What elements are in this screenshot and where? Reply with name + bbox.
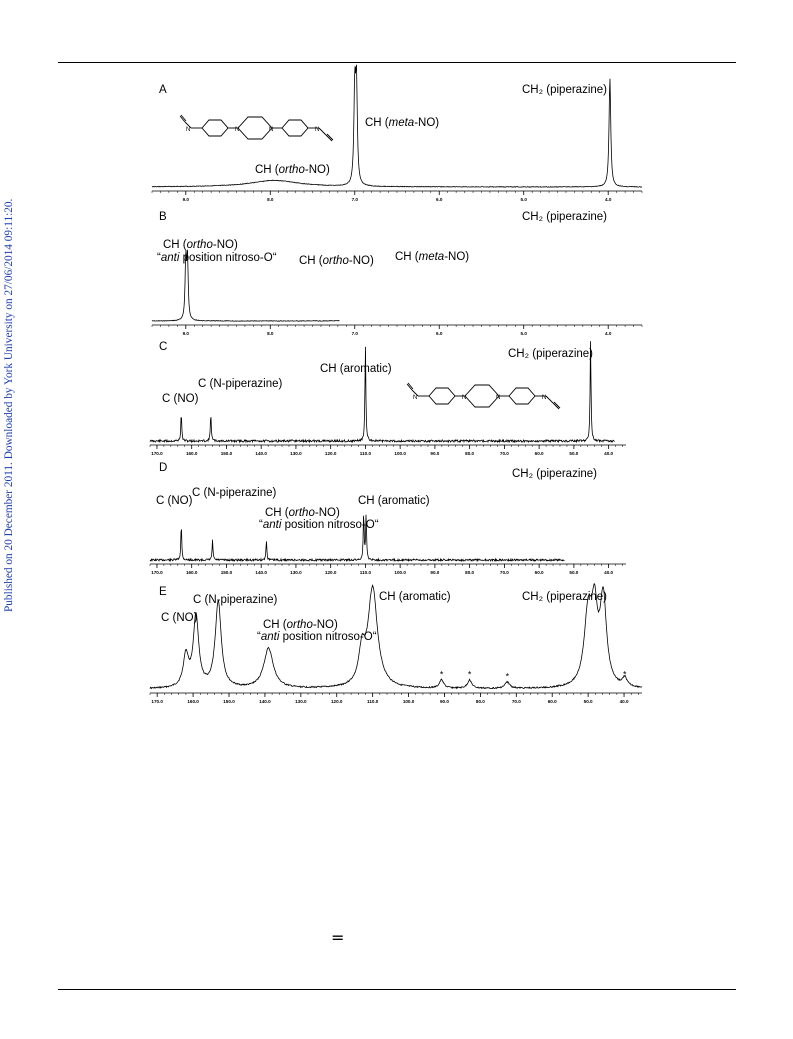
label-part: “: [259, 519, 263, 531]
tick-label: 160.0: [187, 699, 199, 704]
tick-label: 90.0: [440, 699, 449, 704]
label-ortho-no: [299, 255, 374, 268]
spectrum-panel-e: [150, 584, 645, 709]
tick-label: 5.0: [520, 331, 527, 336]
panel-letter: C: [159, 341, 168, 353]
label-part: anti: [262, 519, 282, 531]
spinning-sideband-marker: *: [467, 669, 472, 680]
svg-text:N: N: [496, 395, 501, 401]
label-ch2-piperazine: CH₂ (piperazine): [512, 468, 597, 480]
tick-label: 170.0: [151, 570, 163, 575]
publication-sidebar: [3, 198, 23, 632]
label-part: anti: [260, 631, 280, 643]
panel-letter: E: [159, 586, 167, 598]
tick-label: 5.0: [520, 197, 527, 202]
svg-text:N: N: [235, 127, 240, 133]
label-part: CH (: [263, 619, 287, 631]
structure-icon: [403, 378, 593, 422]
svg-text:N: N: [315, 127, 320, 133]
label-ch2-piperazine: CH₂ (piperazine): [522, 211, 607, 223]
tick-label: 110.0: [367, 699, 379, 704]
tick-label: 170.0: [151, 699, 163, 704]
label-part: CH (: [365, 117, 389, 129]
tick-label: 50.0: [569, 570, 579, 575]
label-c-no: C (NO): [156, 495, 193, 507]
tick-label: 9.0: [182, 197, 189, 202]
spectrum-panel-d: [150, 460, 645, 584]
spinning-sideband-marker: *: [439, 669, 444, 680]
label-part: CH (: [255, 164, 279, 176]
label-ch-aromatic: CH (aromatic): [320, 363, 392, 375]
label-ortho-no: [255, 164, 330, 177]
tick-label: 160.0: [185, 570, 198, 575]
spectrum-panel-b: [150, 209, 645, 337]
svg-text:N: N: [413, 395, 418, 401]
label-part: position nitroso-O“: [279, 631, 377, 643]
label-meta-no: [365, 117, 439, 130]
panel-letter: A: [159, 84, 167, 96]
label-c-n-piperazine: C (N-piperazine): [198, 378, 283, 390]
tick-label: 130.0: [290, 451, 302, 456]
tick-label: 40.0: [604, 570, 614, 575]
tick-label: 8.0: [267, 331, 274, 336]
label-part: CH (: [299, 255, 323, 267]
tick-label: 4.0: [605, 331, 612, 336]
label-ortho-no-anti: [163, 239, 238, 252]
tick-label: 130.0: [290, 570, 302, 575]
label-ch2-piperazine: CH₂ (piperazine): [508, 348, 593, 360]
tick-label: 9.0: [182, 331, 189, 336]
tick-label: 150.0: [223, 699, 235, 704]
svg-text:N: N: [542, 395, 547, 401]
tick-label: 7.0: [351, 331, 358, 336]
tick-label: 90.0: [430, 451, 440, 456]
label-c-no: C (NO): [162, 393, 199, 405]
spinning-sideband-marker: *: [623, 669, 627, 680]
label-ch2-piperazine: CH₂ (piperazine): [522, 591, 607, 603]
label-part: -NO): [444, 251, 470, 263]
tick-label: 150.0: [220, 570, 233, 575]
tick-label: 6.0: [436, 197, 443, 202]
label-part: ortho: [288, 507, 315, 519]
tick-label: 120.0: [324, 451, 337, 456]
label-part: meta: [418, 251, 445, 263]
tick-label: 80.0: [465, 451, 475, 456]
label-part: -NO): [312, 619, 338, 631]
tick-label: 90.0: [430, 570, 440, 575]
label-part: anti: [160, 252, 180, 264]
tick-label: 40.0: [604, 451, 614, 456]
top-rule: [58, 62, 736, 63]
tick-label: 100.0: [402, 699, 415, 704]
label-c-no: C (NO): [161, 612, 198, 624]
label-part: meta: [388, 117, 415, 129]
tick-label: 40.0: [619, 699, 629, 704]
spectrum-panel-a: [150, 80, 645, 208]
tick-label: 120.0: [324, 570, 337, 575]
tick-label: 120.0: [330, 699, 343, 704]
label-part: ortho: [278, 164, 305, 176]
svg-text:N: N: [269, 127, 274, 133]
tick-label: 70.0: [499, 570, 509, 575]
label-anti-position: [259, 519, 379, 532]
label-ch-aromatic: CH (aromatic): [358, 495, 430, 507]
label-c-n-piperazine: C (N-piperazine): [192, 487, 277, 499]
svg-text:N: N: [186, 127, 191, 133]
svg-text:N: N: [462, 395, 467, 401]
tick-label: 130.0: [295, 699, 307, 704]
label-part: position nitroso-O“: [179, 252, 277, 264]
bottom-rule: [58, 989, 736, 990]
tick-label: 7.0: [351, 197, 358, 202]
label-part: ortho: [286, 619, 313, 631]
tick-label: 150.0: [220, 451, 233, 456]
tick-label: 110.0: [359, 570, 372, 575]
tick-label: 50.0: [583, 699, 593, 704]
label-part: position nitroso-O“: [281, 519, 379, 531]
label-part: “: [157, 252, 161, 264]
label-part: -NO): [348, 255, 374, 267]
panel-letter: B: [159, 211, 167, 223]
spectrum-panel-c: [150, 338, 645, 460]
tick-label: 160.0: [185, 451, 198, 456]
tick-label: 80.0: [465, 570, 475, 575]
label-part: CH (: [163, 239, 187, 251]
label-part: -NO): [414, 117, 440, 129]
tick-label: 140.0: [255, 570, 267, 575]
tick-label: 80.0: [475, 699, 485, 704]
tick-label: 60.0: [534, 451, 544, 456]
tick-label: 140.0: [255, 451, 267, 456]
tick-label: 170.0: [151, 451, 163, 456]
tick-label: 100.0: [394, 570, 406, 575]
tick-label: 100.0: [394, 451, 406, 456]
label-ch-aromatic: CH (aromatic): [379, 591, 451, 603]
tick-label: 8.0: [267, 197, 274, 202]
tick-label: 140.0: [259, 699, 271, 704]
download-note[interactable]: Published on 20 December 2011. Downloaded by York University on 27/06/2014 09:11:20.: [3, 198, 15, 612]
label-ch2-piperazine: CH₂ (piperazine): [522, 84, 607, 96]
label-part: “: [257, 631, 261, 643]
tick-label: 60.0: [547, 699, 557, 704]
label-part: -NO): [212, 239, 238, 251]
panel-letter: D: [159, 462, 168, 474]
spectrum-b-svg: [150, 209, 645, 337]
label-part: -NO): [314, 507, 340, 519]
structure-icon: [176, 110, 366, 154]
label-meta-no: [395, 251, 469, 264]
tick-label: 60.0: [534, 570, 544, 575]
footer-symbol: =: [331, 928, 345, 947]
label-part: ortho: [322, 255, 349, 267]
label-part: -NO): [304, 164, 330, 176]
label-part: CH (: [395, 251, 419, 263]
label-part: ortho: [186, 239, 213, 251]
tick-label: 4.0: [605, 197, 612, 202]
label-anti-position: [157, 252, 277, 265]
label-anti-position: [257, 631, 377, 644]
label-part: CH (: [265, 507, 289, 519]
tick-label: 6.0: [436, 331, 443, 336]
label-c-n-piperazine: C (N-piperazine): [193, 594, 278, 606]
spinning-sideband-marker: *: [505, 671, 510, 682]
tick-label: 110.0: [359, 451, 372, 456]
tick-label: 70.0: [511, 699, 521, 704]
tick-label: 50.0: [569, 451, 579, 456]
tick-label: 70.0: [499, 451, 509, 456]
